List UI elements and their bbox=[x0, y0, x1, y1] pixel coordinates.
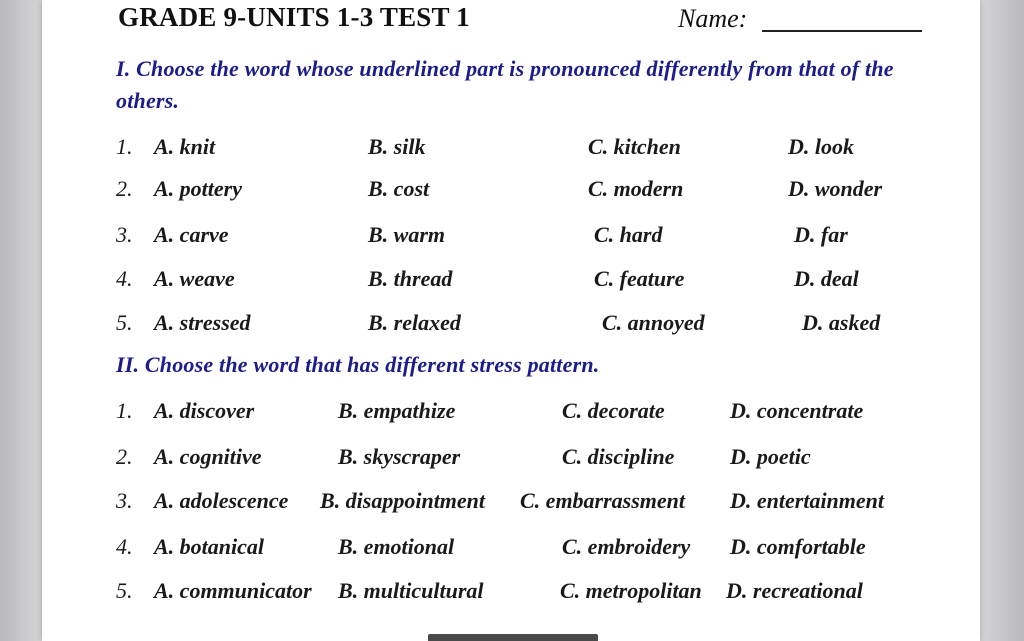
question-number: 2. bbox=[116, 176, 133, 201]
option-d: D. recreational bbox=[726, 578, 863, 603]
option-a: A. cognitive bbox=[154, 444, 262, 469]
option-d: D. wonder bbox=[788, 176, 883, 201]
option-b: B. relaxed bbox=[368, 310, 461, 335]
option-c: C. embarrassment bbox=[520, 488, 686, 513]
option-c: C. metropolitan bbox=[560, 578, 702, 603]
worksheet-page bbox=[42, 0, 980, 641]
option-b: B. empathize bbox=[338, 398, 456, 423]
name-label: Name: bbox=[678, 4, 748, 33]
option-a: A. stressed bbox=[154, 310, 251, 335]
option-c: C. hard bbox=[594, 222, 663, 247]
option-d: D. look bbox=[788, 134, 854, 159]
name-blank-line bbox=[762, 30, 922, 32]
home-indicator-bar bbox=[428, 634, 598, 641]
option-b: B. thread bbox=[368, 266, 453, 291]
question-number: 4. bbox=[116, 534, 133, 559]
option-c: C. discipline bbox=[562, 444, 675, 469]
option-a: A. knit bbox=[154, 134, 216, 159]
question-number: 4. bbox=[116, 266, 133, 291]
section2-instruction: II. Choose the word that has different stress pattern. bbox=[116, 352, 600, 377]
question-number: 2. bbox=[116, 444, 133, 469]
option-b: B. multicultural bbox=[338, 578, 484, 603]
option-a: A. discover bbox=[154, 398, 255, 423]
option-d: D. far bbox=[794, 222, 848, 247]
option-a: A. carve bbox=[154, 222, 229, 247]
section1-instruction: I. Choose the word whose underlined part is pronounced differently from that of the bbox=[116, 56, 894, 81]
question-number: 5. bbox=[116, 310, 133, 335]
question-number: 1. bbox=[116, 398, 133, 423]
question-number: 3. bbox=[116, 222, 133, 247]
option-b: B. warm bbox=[368, 222, 446, 247]
option-d: D. asked bbox=[802, 310, 881, 335]
option-c: C. kitchen bbox=[588, 134, 681, 159]
option-a: A. pottery bbox=[154, 176, 242, 201]
option-b: B. emotional bbox=[338, 534, 455, 559]
question-number: 3. bbox=[116, 488, 133, 513]
background-edge-right bbox=[980, 0, 1024, 641]
option-b: B. skyscraper bbox=[338, 444, 461, 469]
option-c: C. modern bbox=[588, 176, 684, 201]
section1-instruction-cont: others. bbox=[116, 88, 180, 113]
option-d: D. entertainment bbox=[730, 488, 885, 513]
background-edge-left bbox=[0, 0, 42, 641]
option-d: D. poetic bbox=[730, 444, 811, 469]
option-b: B. silk bbox=[368, 134, 426, 159]
option-d: D. concentrate bbox=[730, 398, 864, 423]
question-number: 1. bbox=[116, 134, 133, 159]
option-c: C. decorate bbox=[562, 398, 665, 423]
option-d: D. comfortable bbox=[730, 534, 866, 559]
option-c: C. feature bbox=[594, 266, 685, 291]
option-c: C. annoyed bbox=[602, 310, 705, 335]
option-a: A. weave bbox=[154, 266, 235, 291]
test-title: GRADE 9-UNITS 1-3 TEST 1 bbox=[118, 2, 470, 32]
option-a: A. adolescence bbox=[154, 488, 289, 513]
option-a: A. communicator bbox=[154, 578, 312, 603]
option-c: C. embroidery bbox=[562, 534, 691, 559]
option-b: B. cost bbox=[368, 176, 430, 201]
option-a: A. botanical bbox=[154, 534, 265, 559]
option-d: D. deal bbox=[794, 266, 859, 291]
question-number: 5. bbox=[116, 578, 133, 603]
option-b: B. disappointment bbox=[320, 488, 486, 513]
